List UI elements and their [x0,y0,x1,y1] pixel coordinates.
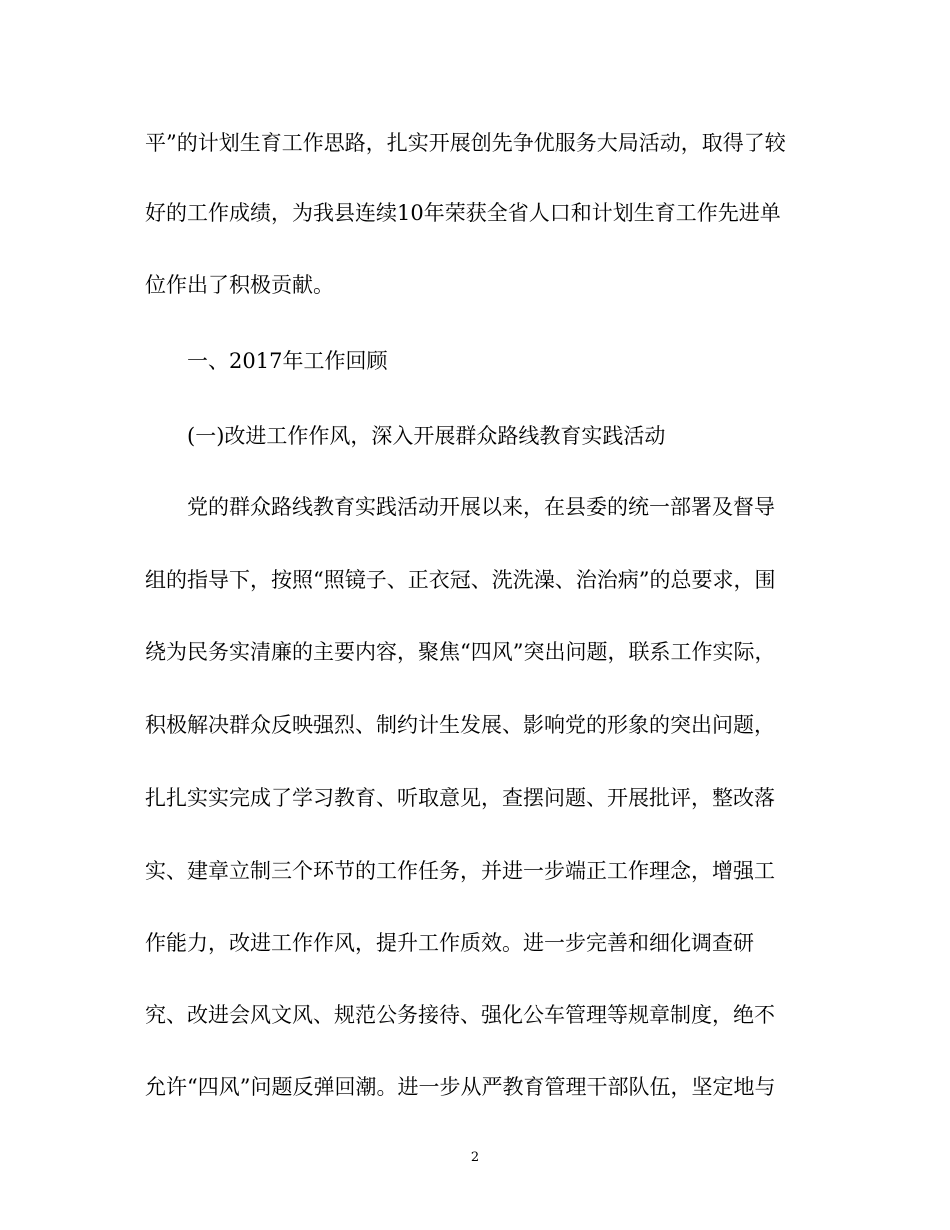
paragraph-line: 积极解决群众反映强烈、制约计生发展、影响党的形象的突出问题， [145,713,775,737]
paragraph-line: 好的工作成绩，为我县连续10年荣获全省人口和计划生育工作先进单 [145,201,781,225]
paragraph-line: 允许“四风”问题反弹回潮。进一步从严教育管理干部队伍，坚定地与 [145,1075,776,1099]
subsection-heading: (一)改进工作作风，深入开展群众路线教育实践活动 [187,424,666,448]
paragraph-line: 组的指导下，按照“照镜子、正衣冠、洗洗澡、治治病”的总要求，围 [145,568,776,592]
paragraph-line: 位作出了积极贡献。 [145,273,334,297]
page-number: 2 [470,1150,480,1165]
paragraph-line: 平”的计划生育工作思路，扎实开展创先争优服务大局活动，取得了较 [145,131,786,155]
paragraph-line: 绕为民务实清廉的主要内容，聚焦“四风”突出问题，联系工作实际， [145,640,776,664]
paragraph-line: 扎扎实实完成了学习教育、听取意见，查摆问题、开展批评，整改落 [145,786,775,810]
paragraph-line: 究、改进会风文风、规范公务接待、强化公车管理等规章制度，绝不 [145,1003,775,1027]
paragraph-line: 党的群众路线教育实践活动开展以来，在县委的统一部署及督导 [187,495,775,519]
section-heading: 一、2017年工作回顾 [187,349,388,373]
paragraph-line: 作能力，改进工作作风，提升工作质效。进一步完善和细化调查研 [145,931,754,955]
paragraph-line: 实、建章立制三个环节的工作任务，并进一步端正工作理念，增强工 [145,859,775,883]
